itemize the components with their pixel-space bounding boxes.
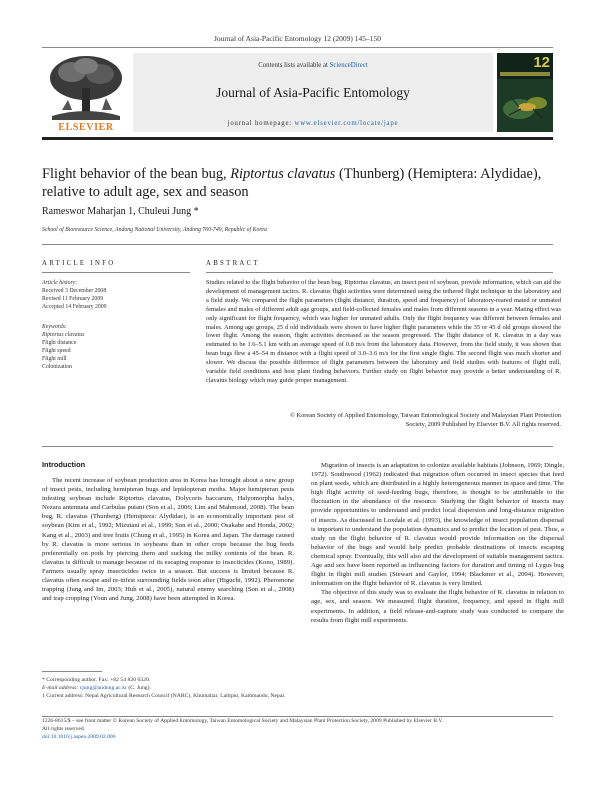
introduction-heading: Introduction (42, 460, 86, 469)
rights-line: All rights reserved. (42, 725, 86, 732)
journal-title: Journal of Asia-Pacific Entomology (216, 85, 410, 100)
abstract-text: Studies related to the flight behavior of the bean bug, Riptortus clavatus, an insect pest of soybean, provide information, which can aid the development of management tactics. R. clavatus flight activities were determined using the tethered flight technique in the laboratory and a field study. We compared the flight parameters (flight distance, duration, speed and frequency) of laboratory-reared mated or unmated females and males of different adult age groups, and field-collected females and males from different seasons in a year. Mating effect was only significant for flight frequency, which was higher for unmated adults. Only the flight frequency was different between females and males. Among age groups, 25 d old individuals were shown to have higher flight parameters while the 35 or 45 d old groups showed the lower flight. Among the season, flight activities decreased as the season progressed. The flight distance of R. clavatus in a day was estimated to be 1.6–5.1 km with an average speed of 0.8 m/s from the laboratory data. However, from the field study, it was shown that bean bugs flew a 45–54 m distance with a flight speed of 3.0–3.6 m/s for the first single flight. The second flight was much shorter and slower. We discuss the possible difference of flight parameters between the laboratory and field studies with features of flight mill, variable field conditions and host plant finding behaviors. Further study on flight behavior may provide a better understanding of R. clavatus biology which may guide proper management. (206, 279, 561, 384)
abstract-bottom-rule (42, 446, 553, 447)
article-info-heading: ARTICLE INFO (42, 260, 116, 267)
doi-link[interactable]: doi:10.1016/j.aspen.2009.02.006 (42, 733, 116, 740)
abstract-heading: ABSTRACT (206, 260, 260, 267)
article-title (42, 165, 562, 201)
publisher-logo-text: ELSEVIER (58, 122, 114, 133)
footnotes (42, 676, 297, 700)
homepage-link[interactable]: www.elsevier.com/locate/jape (294, 120, 399, 127)
keyword-item: Colonization (42, 364, 72, 370)
keyword-item: Flight distance (42, 340, 77, 346)
header-thick-rule (42, 137, 553, 140)
intro-column-left (42, 476, 294, 603)
email-suffix: (C. Jung). (126, 685, 151, 691)
intro-paragraph: The recent increase of soybean production area in Korea has brought about a new group of insect pests, including hemipteran bugs and lepidopteran moths. Major hemipteran pests infesting soybean include Riptortus clavatus, Dolycoris baccarum, Halyomorpha halys, Nezara antennata and Carbulas putani (Son et al., 2006; Lim and Mahmoud, 2008). The bean bug, R. clavatus (Thunberg) (Hemiptera: Alydidae), is an economically important pest of soybean (Kim et al., 1992; Mizutani et al., 1999; Son et al., 2000; Osakabe and Honda, 2002; Kang et al., 2003) and tree fruits (Chung et al., 1995) in Korea and Japan. The damage caused by R. clavatus is more serious in soybeans than in other crops because the bug feeds preferentially on pods by piercing them and sucking the milky contents of the bean. R. clavatus is difficult to manage because of its escaping response to insecticides (Kono, 1989). Farmers usually spray insecticides twice in a season. But success is limited because R. clavatus often escape and re-infest surrounding fields soon after (Higuchi, 1992). Pheromone trapping (Jung and Im, 2003; Huh et al., 2005), natural enemy searching (Son et al., 2008) and trap cropping (Youn and Jung, 2008) have been attempted in Korea. (42, 477, 294, 603)
top-rule (42, 47, 553, 48)
email-link[interactable]: cjung@andong.ac.kr (79, 685, 127, 691)
journal-homepage (133, 120, 493, 127)
history-label: Article history: (42, 280, 78, 286)
corresponding-author-note: * Corresponding author. Fax: +82 54 820 6320. (42, 677, 151, 683)
revised-date: Revised 11 February 2009 (42, 296, 104, 302)
cover-title-bar (500, 72, 550, 76)
bottom-rule (42, 716, 553, 717)
front-matter-line: 1226-8615/$ – see front matter © Korean Society of Applied Entomology, Taiwan Entomological Society and Malaysian Plant Protection Society, 2009 Published by Elsevier B.V. (42, 718, 444, 724)
keyword-item: Flight speed (42, 348, 71, 354)
keywords-label: Keywords: (42, 324, 67, 330)
title-part1: Flight behavior of the bean bug, (42, 166, 231, 182)
article-info-rule (42, 272, 190, 273)
intro-paragraph: The objective of this study was to evaluate the flight behavior of R. clavatus in relation to age, sex, and season. We measured flight duration, frequency, and speed in flight mill experiments. In addition, a field release-and-capture study was conducted to compare the results from flight mill experiments. (311, 589, 564, 624)
footnote-rule (42, 671, 102, 672)
journal-cover-image (497, 53, 553, 132)
title-species: Riptortus clavatus (230, 166, 336, 182)
accepted-date: Accepted 14 February 2009 (42, 304, 107, 310)
intro-column-right (311, 461, 564, 625)
keyword-item: Flight mill (42, 356, 67, 362)
title-part2: (Thunberg) (Hemiptera: Alydidae), (335, 166, 542, 182)
email-label: E-mail address: (42, 685, 79, 691)
article-authors: Rameswor Maharjan 1, Chuleui Jung * (42, 206, 199, 217)
cover-insect-photo (497, 79, 553, 132)
sciencedirect-link[interactable]: ScienceDirect (329, 62, 368, 69)
keyword-item: Riptortus clavatus (42, 332, 85, 338)
current-address-note: 1 Current address: Nepal Agricultural Research Council (NARC), Khumaltar, Lalitpur, Kathmandu, Nepal. (42, 693, 286, 699)
front-matter-footer (42, 718, 562, 741)
email-line (42, 684, 297, 692)
intro-paragraph: Migration of insects is an adaptation to colonize available habitats (Johnson, 1969; Dingle, 1972). Southwood (1962) indicated that migration often occurred in insect species that feed on plant seeds, which are distributed in a highly heterogeneous manner in space and time. The high flight activity of seed-feeding bugs, therefore, is thought to be attributable to the fluctuation in the abundance of the resource. Studying the flight behavior of insects may provide opportunities to understand and predict local dispersion and long-distance migration of insects. As discussed in Loxdale et al. (1993), the knowledge of insect population dispersal is important to understand the population dynamics and to predict the location of pest. Thus, a study on the flight behavior of R. clavatus would provide information on the dispersal behavior of the bugs and would help predict probable destinations of insects escaping chemical spray. Eventually, this will also aid the development of suitable management tactics. Age and sex have been reported as influencing factors for duration and timing of Lygus bug flight in flight mill studies (Stewart and Gaylor, 1994; Blackmer et al., 2004). However, information on the flight behavior of R. clavatus is very limited. (311, 462, 564, 588)
cover-number: 12 (533, 54, 550, 71)
received-date: Received 3 December 2008 (42, 288, 107, 294)
copyright-line-1: © Korean Society of Applied Entomology, Taiwan Entomological Society and Malaysian Plant Protection (290, 412, 561, 419)
copyright-line-2: Society, 2009 Published by Elsevier B.V. All rights reserved. (405, 420, 561, 428)
abstract-copyright (206, 412, 561, 430)
journal-reference: Journal of Asia-Pacific Entomology 12 (2009) 145–150 (213, 34, 382, 43)
affiliation-rule (42, 244, 553, 245)
author-affiliation: School of Bioresource Science, Andong National University, Andong 760-749, Republic of Korea (42, 227, 267, 233)
contents-prefix: Contents lists available at (258, 62, 330, 69)
abstract-rule (206, 272, 553, 273)
title-line2: relative to adult age, sex and season (42, 184, 249, 200)
contents-line (133, 62, 493, 69)
homepage-prefix: journal homepage: (227, 120, 295, 127)
